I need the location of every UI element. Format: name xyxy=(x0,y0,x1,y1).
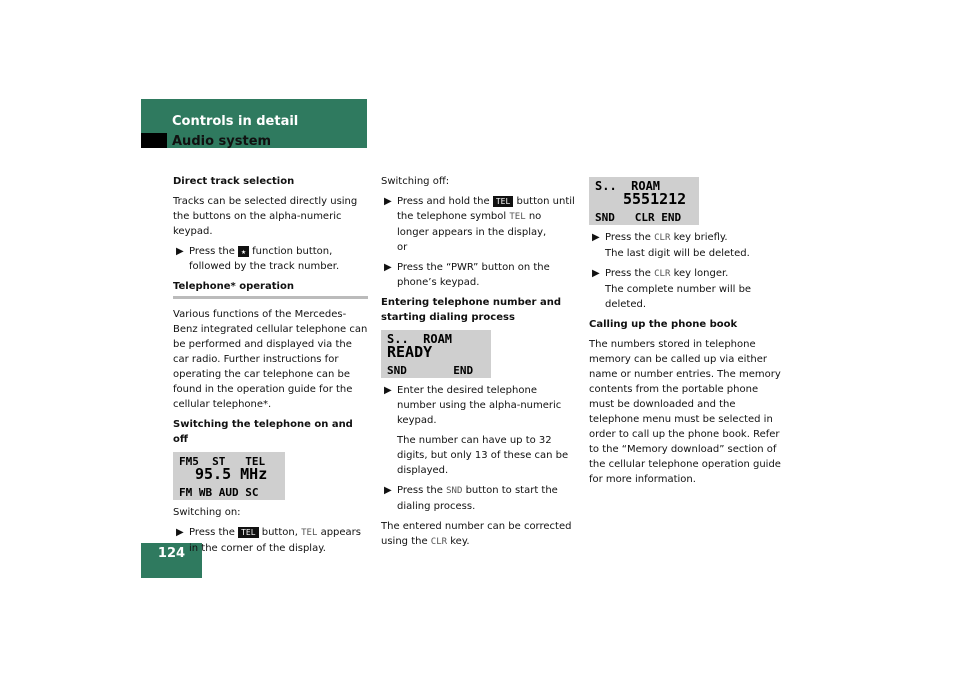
clr-bullet-1: ▶ Press the CLR key briefly. xyxy=(592,232,728,243)
triangle-right-icon: ▶ xyxy=(384,262,392,273)
switch-on-label: Switching on: xyxy=(173,507,241,518)
section-title: Controls in detail xyxy=(172,114,299,129)
page-number: 124 xyxy=(157,546,186,561)
switch-off-label: Switching off: xyxy=(381,176,450,187)
triangle-right-icon: ▶ xyxy=(176,527,184,538)
column-3 xyxy=(589,177,784,487)
lcd-display-ready: S.. ROAM READY SND END xyxy=(381,330,491,378)
triangle-right-icon: ▶ xyxy=(592,232,600,243)
tel-key: TEL xyxy=(493,196,513,207)
heading-rule xyxy=(173,296,368,299)
tel-key: TEL xyxy=(238,527,258,538)
correct-text: The entered number can be corrected using the CLR key. xyxy=(381,521,572,547)
switch-off-bullet-2: ▶ Press the “PWR” button on the phone’s keypad. xyxy=(384,262,550,288)
section-subtitle: Audio system xyxy=(172,134,272,149)
triangle-right-icon: ▶ xyxy=(384,485,392,496)
switch-heading: Switching the telephone on and off xyxy=(173,419,353,445)
switch-on-bullet: ▶ Press the TEL button, TEL appears in the corner of the display. xyxy=(176,527,361,554)
star-key: ★ xyxy=(238,246,249,257)
direct-text: Tracks can be selected directly using the buttons on the alpha-numeric keypad. xyxy=(173,196,358,237)
clr-bullet-2: ▶ Press the CLR key longer. xyxy=(592,268,729,279)
enter-heading: Entering telephone number and starting dialing process xyxy=(381,297,561,323)
switch-off-bullet-1: ▶ Press and hold the TEL button until the telephone symbol TEL no longer appears in the display, xyxy=(384,196,575,238)
triangle-right-icon: ▶ xyxy=(384,196,392,207)
direct-heading: Direct track selection xyxy=(173,176,295,187)
enter-bullet-1: ▶ Enter the desired telephone number using the alpha-numeric keypad. xyxy=(384,385,562,426)
column-2 xyxy=(381,174,576,550)
triangle-right-icon: ▶ xyxy=(592,268,600,279)
lcd-display-number: S.. ROAM 5551212 SND CLR END xyxy=(589,177,699,225)
book-text: The numbers stored in telephone memory can be called up via either name or number entries. The memory contents from the portable phone must be downloaded and the telephone menu must be selected in order to call up the phone book. Refer to the “Memory download” section of the cellular telephone operation guide for more information. xyxy=(589,339,781,485)
triangle-right-icon: ▶ xyxy=(384,385,392,396)
corner-marker xyxy=(141,133,167,148)
triangle-right-icon: ▶ xyxy=(176,246,184,257)
clr-note-1: The last digit will be deleted. xyxy=(605,248,750,259)
direct-bullet: ▶ Press the ★ function button, followed by the track number. xyxy=(176,246,340,272)
column-1 xyxy=(173,174,368,556)
book-heading: Calling up the phone book xyxy=(589,319,738,330)
tel-text: Various functions of the Mercedes-Benz integrated cellular telephone can be performed and displayed via the car radio. Further instructions for operating the car telephone can be found in the operation guide for the cellular telephone*. xyxy=(173,309,368,410)
enter-note: The number can have up to 32 digits, but only 13 of these can be displayed. xyxy=(397,435,569,476)
enter-bullet-2: ▶ Press the SND button to start the dialing process. xyxy=(384,485,558,512)
tel-heading: Telephone* operation xyxy=(173,281,294,292)
clr-note-2: The complete number will be deleted. xyxy=(605,284,752,310)
lcd-display-radio: FM5 ST TEL 95.5 MHz FM WB AUD SC xyxy=(173,452,285,500)
switch-off-or: or xyxy=(397,242,408,253)
